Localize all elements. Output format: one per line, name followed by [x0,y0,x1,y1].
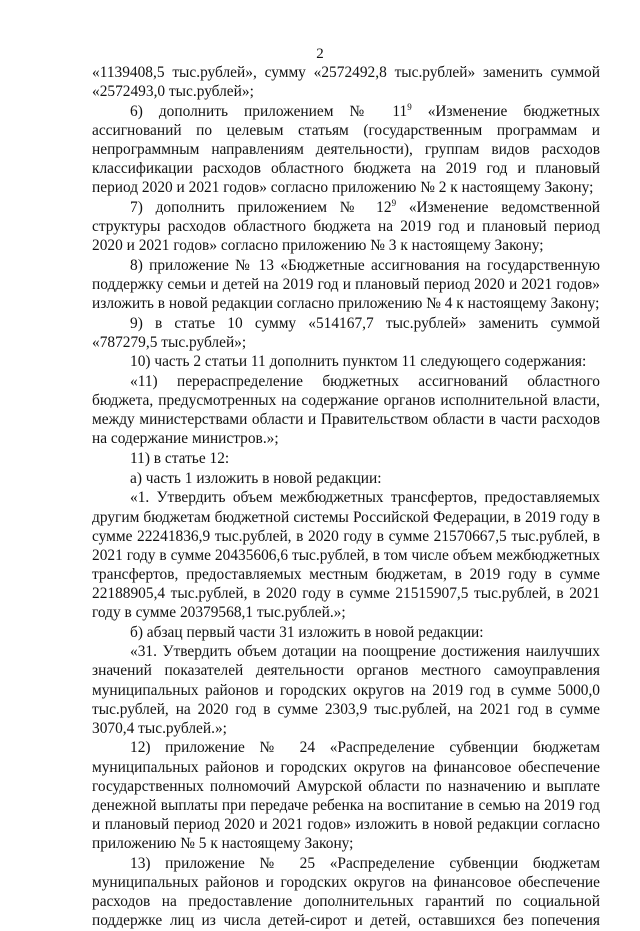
paragraph: «31. Утвердить объем дотации на поощрение достижения наилучших значений показателей деятельности органов местного самоуправления муниципальных районов и городских округов на 2019 год в сумме 5000,0 тыс.рублей, на 2020 год в сумме 2303,9 тыс.рублей, на 2021 год в сумме 3070,4 тыс.рублей.»; [92,643,600,737]
paragraph [92,102,600,197]
paragraph: а) часть 1 изложить в новой редакции: [130,469,382,487]
paragraph: 10) часть 2 статьи 11 дополнить пунктом 11 следующего содержания: [130,353,587,371]
page-number: 2 [316,46,324,62]
paragraph-text: «Изменение ведомственной структуры расходов областного бюджета на 2019 год и плановый период 2020 и 2021 годов» согласно приложению № 3 к настоящему Закону; [92,198,600,255]
paragraph-text: 7) дополнить приложением № 12 [130,198,392,216]
paragraph [92,198,600,255]
paragraph: 11) в статье 12: [130,450,230,468]
paragraph: б) абзац первый части 31 изложить в новой редакции: [130,623,484,641]
superscript: 9 [407,101,412,112]
paragraph-text: «Изменение бюджетных ассигнований по целевым статьям (государственным программам и непрограммным направлениям деятельности), группам видов расходов классификации расходов областного бюджета на 2019 год и плановый период 2020 и 2021 годов» согласно приложению № 2 к настоящему Закону; [92,102,600,197]
paragraph: 8) приложение № 13 «Бюджетные ассигнования на государственную поддержку семьи и детей на 2019 год и плановый период 2020 и 2021 годов» изложить в новой редакции согласно приложению № 4 к настоящему Закону; [92,256,600,312]
paragraph-text: 6) дополнить приложением № 11 [130,102,408,120]
superscript: 9 [391,197,397,208]
paragraph: 13) приложение № 25 «Распределение субвенции бюджетам муниципальных районов и городских округов на финансовое обеспечение расходов на предоставление дополнительных гарантий по социальной поддержке лиц из числа детей-сирот и детей, оставшихся без попечения [92,854,600,929]
paragraph: «1. Утвердить объем межбюджетных трансфертов, предоставляемых другим бюджетам бюджетной системы Российской Федерации, в 2019 году в сумме 22241836,9 тыс.рублей, в 2020 году в сумме 21570667,5 тыс.рублей, в 2021 году в сумме 20435606,6 тыс.рублей, в том числе объем межбюджетных трансфертов, предоставляемых местным бюджетам, в 2019 году в сумме 22188905,4 тыс.рублей, в 2020 году в сумме 21515907,5 тыс.рублей, в 2021 году в сумме 20379568,1 тыс.рублей.»; [92,489,600,621]
paragraph: 9) в статье 10 сумму «514167,7 тыс.рублей» заменить суммой «787279,5 тыс.рублей»; [92,314,600,351]
paragraph: «1139408,5 тыс.рублей», сумму «2572492,8 тыс.рублей» заменить суммой «2572493,0 тыс.рублей»; [92,64,600,101]
document-body [92,63,600,931]
paragraph: «11) перераспределение бюджетных ассигнований областного бюджета, предусмотренных на содержание органов исполнительной власти, между министерствами области и Правительством области в части расходов на содержание министров.»; [92,373,600,448]
paragraph: 12) приложение № 24 «Распределение субвенции бюджетам муниципальных районов и городских округов на финансовое обеспечение государственных полномочий Амурской области по назначению и выплате денежной выплаты при передаче ребенка на воспитание в семью на 2019 год и плановый период 2020 и 2021 годов» изложить в новой редакции согласно приложению № 5 к настоящему Закону; [92,739,600,852]
